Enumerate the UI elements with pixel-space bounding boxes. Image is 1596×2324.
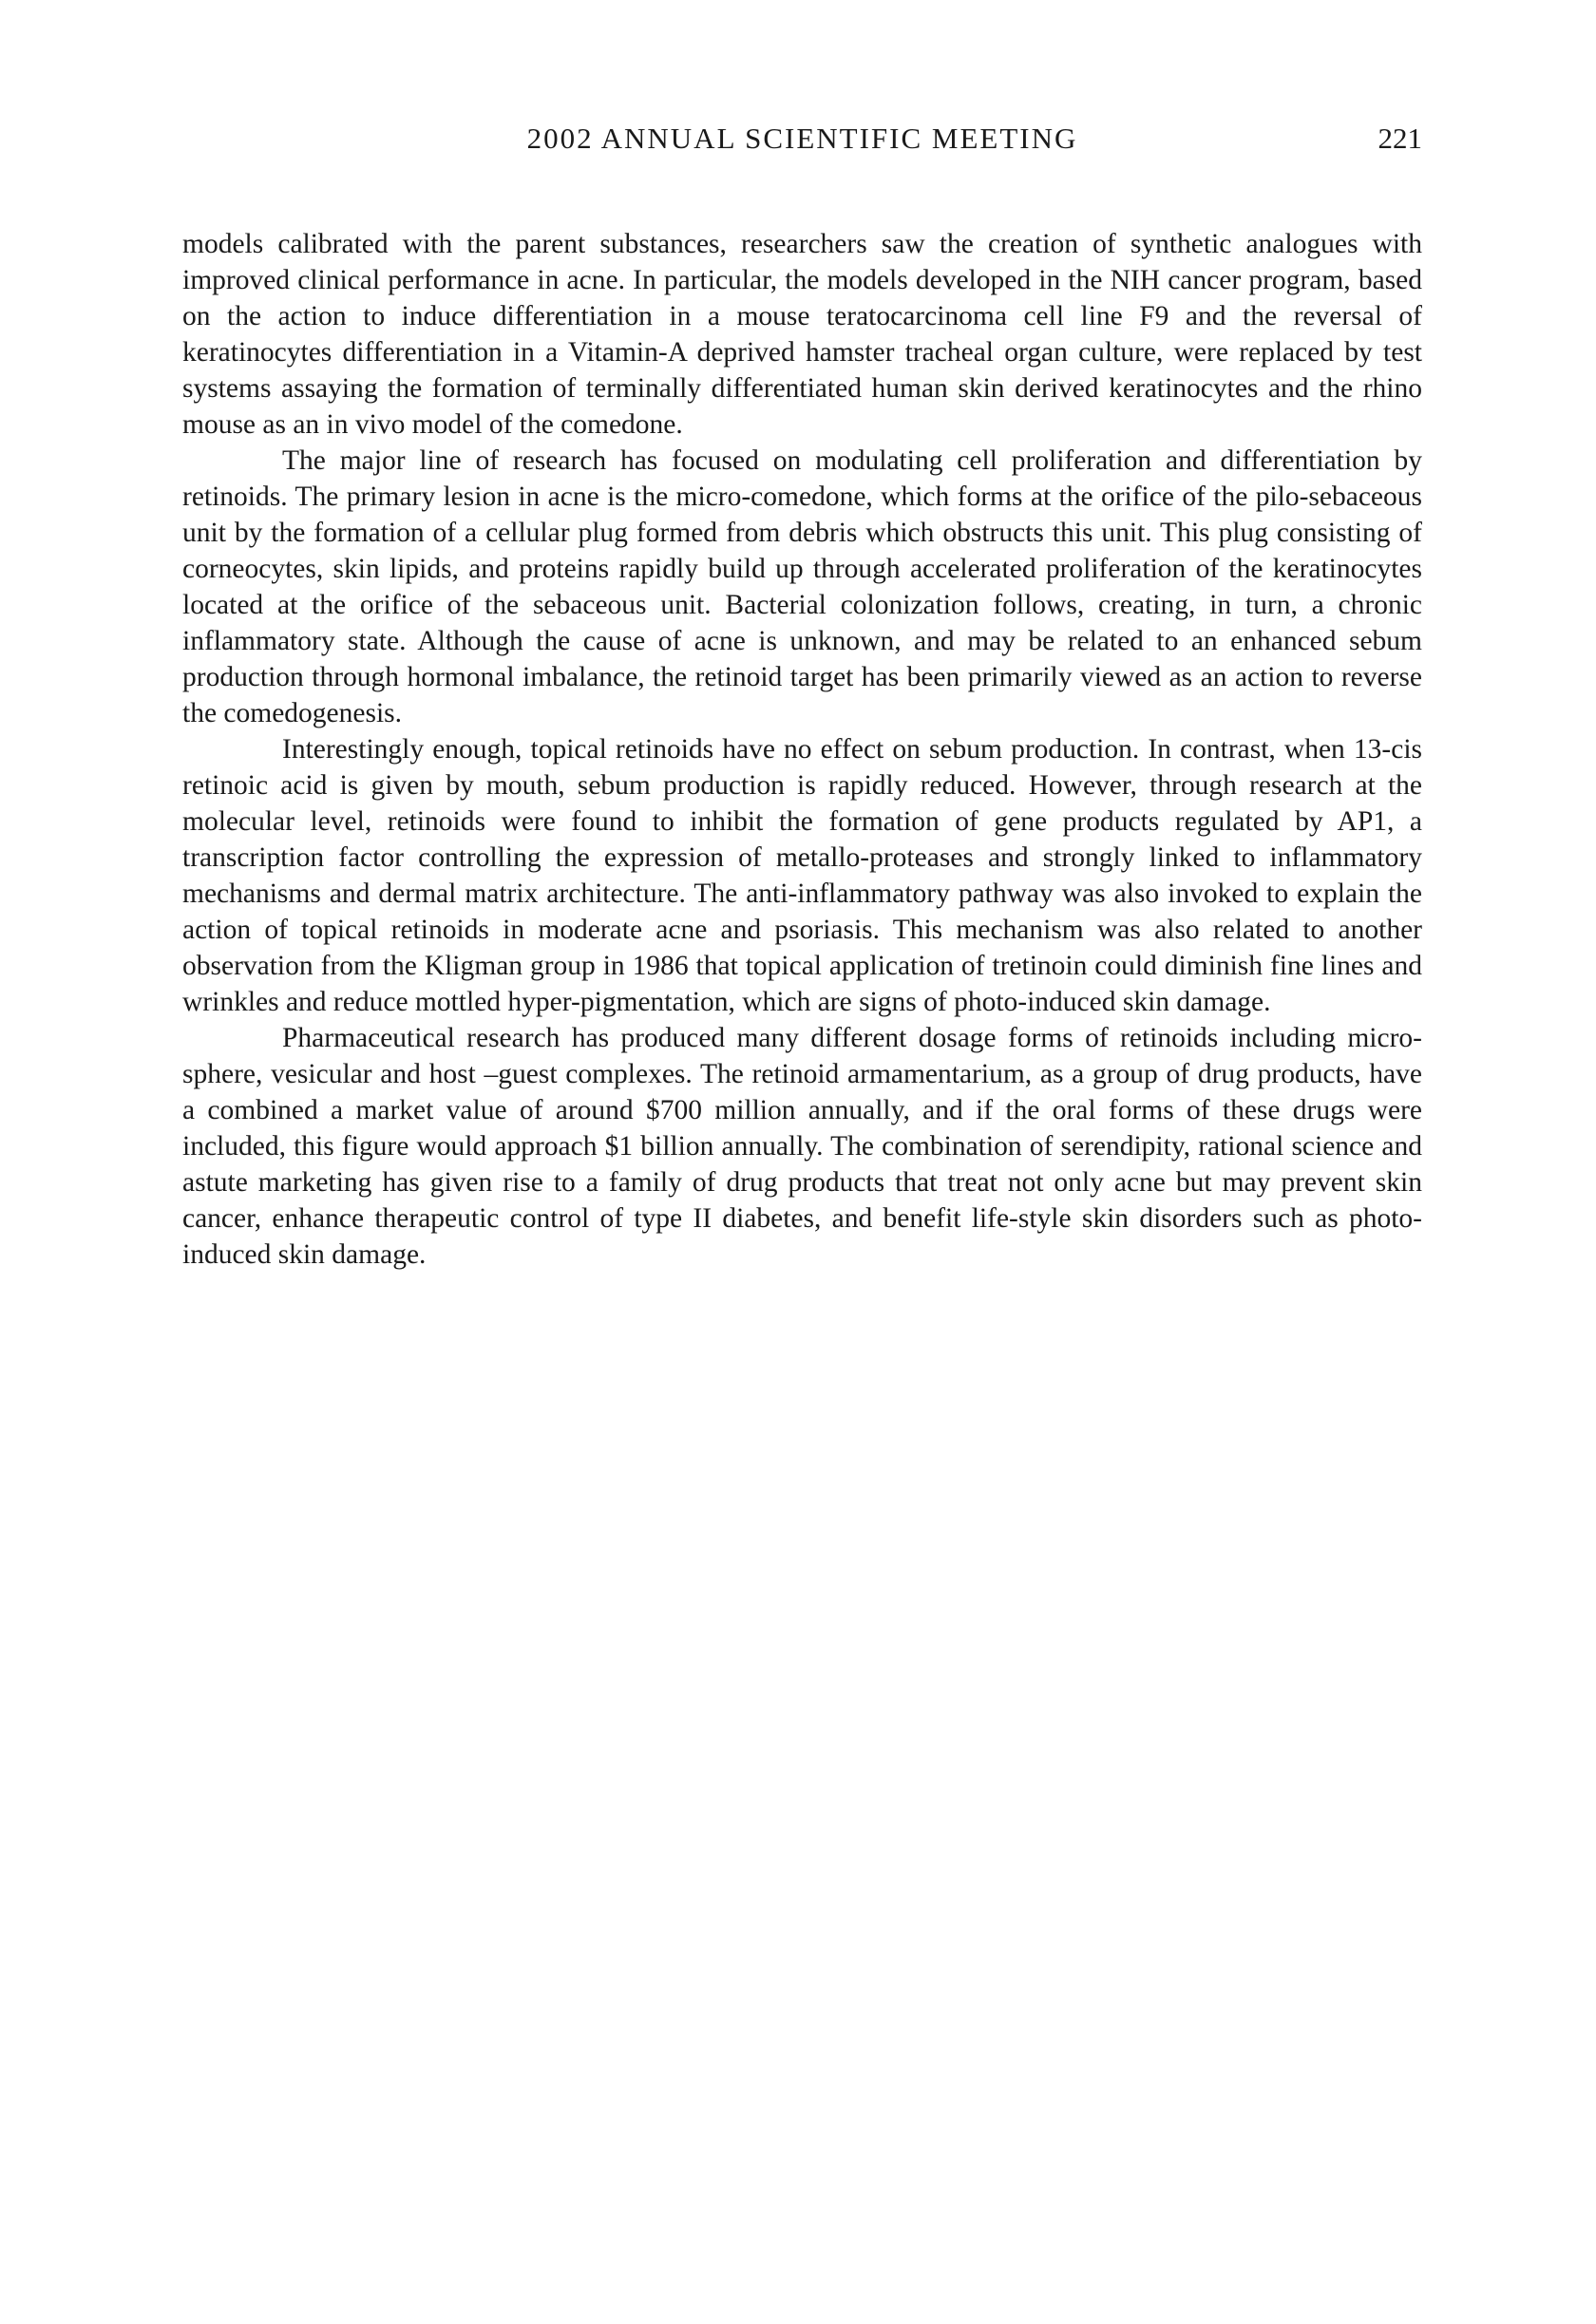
running-head-title: 2002 ANNUAL SCIENTIFIC MEETING (526, 122, 1078, 155)
paragraph: Pharmaceutical research has produced many different dosage forms of retinoids including micro-sphere, vesicular and host –guest complexes. The retinoid armamentarium, as a group of drug products, have a combined a market value of around $700 million annually, and if the oral forms of these drugs were included, this figure would approach $1 billion annually. The combination of serendipity, rational science and astute marketing has given rise to a family of drug products that treat not only acne but may prevent skin cancer, enhance therapeutic control of type II diabetes, and benefit life-style skin disorders such as photo-induced skin damage. (182, 1023, 1422, 1270)
page-header (182, 122, 1422, 161)
paragraph: The major line of research has focused on modulating cell proliferation and differentiation by retinoids. The primary lesion in acne is the micro-comedone, which forms at the orifice of the pilo-sebaceous unit by the formation of a cellular plug formed from debris which obstructs this unit. This plug consisting of corneocytes, skin lipids, and proteins rapidly build up through accelerated proliferation of the keratinocytes located at the orifice of the sebaceous unit. Bacterial colonization follows, creating, in turn, a chronic inflammatory state. Although the cause of acne is unknown, and may be related to an enhanced sebum production through hormonal imbalance, the retinoid target has been primarily viewed as an action to reverse the comedogenesis. (182, 445, 1422, 728)
paragraph: Interestingly enough, topical retinoids have no effect on sebum production. In contrast, when 13-cis retinoic acid is given by mouth, sebum production is rapidly reduced. However, through research at the molecular level, retinoids were found to inhibit the formation of gene products regulated by AP1, a transcription factor controlling the expression of metallo-proteases and strongly linked to inflammatory mechanisms and dermal matrix architecture. The anti-inflammatory pathway was also invoked to explain the action of topical retinoids in moderate acne and psoriasis. This mechanism was also related to another observation from the Kligman group in 1986 that topical application of tretinoin could diminish fine lines and wrinkles and reduce mottled hyper-pigmentation, which are signs of photo-induced skin damage. (182, 734, 1422, 1017)
page-number: 221 (1378, 122, 1422, 155)
paragraph-continuation: models calibrated with the parent substances, researchers saw the creation of synthetic analogues with improved clinical performance in acne. In particular, the models developed in the NIH cancer program, based on the action to induce differentiation in a mouse teratocarcinoma cell line F9 and the reversal of keratinocytes differentiation in a Vitamin-A deprived hamster tracheal organ culture, were replaced by test systems assaying the formation of terminally differentiated human skin derived keratinocytes and the rhino mouse as an in vivo model of the comedone. (182, 229, 1422, 440)
page-body (182, 226, 1422, 1273)
